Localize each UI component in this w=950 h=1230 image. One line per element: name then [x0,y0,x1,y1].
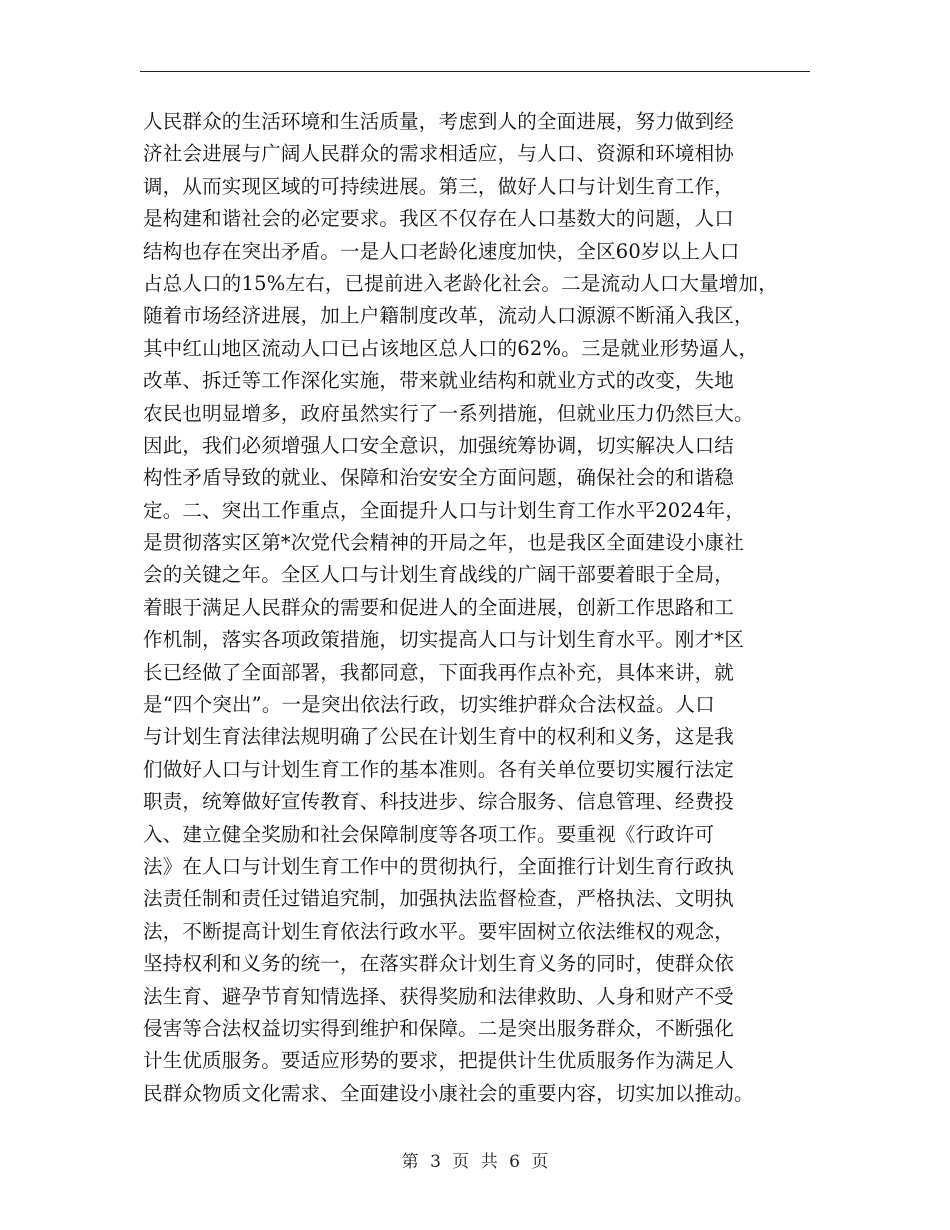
text-line: 济社会进展与广阔人民群众的需求相适应，与人口、资源和环境相协 [143,142,735,166]
text-line: 改革、拆迁等工作深化实施，带来就业结构和就业方式的改变，失地 [143,369,735,393]
text-line: 着眼于满足人民群众的需要和促进人的全面进展，创新工作思路和工 [143,595,735,619]
text-line: 占总人口的15%左右，已提前进入老龄化社会。二是流动人口大量增加， [143,271,778,295]
text-line: 调，从而实现区域的可持续进展。第三，做好人口与计划生育工作， [143,174,735,198]
text-line: 民群众物质文化需求、全面建设小康社会的重要内容，切实加以推动。 [143,1081,754,1105]
text-line: 们做好人口与计划生育工作的基本准则。各有关单位要切实履行法定 [143,757,735,781]
text-line: 是构建和谐社会的必定要求。我区不仅存在人口基数大的问题，人口 [143,207,735,231]
body-text [143,106,833,1110]
text-line: 与计划生育法律法规明确了公民在计划生育中的权利和义务，这是我 [143,725,735,749]
text-line: 定。二、突出工作重点，全面提升人口与计划生育工作水平2024年， [143,498,746,522]
text-line: 法，不断提高计划生育依法行政水平。要牢固树立依法维权的观念， [143,919,735,943]
text-line: 会的关键之年。全区人口与计划生育战线的广阔干部要着眼于全局， [143,563,735,587]
text-line: 随着市场经济进展，加上户籍制度改革，流动人口源源不断涌入我区， [143,304,754,328]
text-line: 法责任制和责任过错追究制，加强执法监督检查，严格执法、文明执 [143,887,735,911]
text-line: 坚持权利和义务的统一，在落实群众计划生育义务的同时，使群众依 [143,952,735,976]
text-line: 农民也明显增多，政府虽然实行了一系列措施，但就业压力仍然巨大。 [143,401,754,425]
text-line: 入、建立健全奖励和社会保障制度等各项工作。要重视《行政许可 [143,822,715,846]
text-line: 人民群众的生活环境和生活质量，考虑到人的全面进展，努力做到经 [143,110,735,133]
text-line: 是“四个突出”。一是突出依法行政，切实维护群众合法权益。人口 [143,693,715,717]
text-line: 职责，统筹做好宣传教育、科技进步、综合服务、信息管理、经费投 [143,790,735,814]
text-line: 法生育、避孕节育知情选择、获得奖励和法律救助、人身和财产不受 [143,984,735,1008]
page-number-footer: 第 3 页 共 6 页 [401,1152,549,1172]
text-line: 是贯彻落实区第*次党代会精神的开局之年，也是我区全面建设小康社 [143,531,744,555]
text-line: 结构也存在突出矛盾。一是人口老龄化速度加快，全区60岁以上人口 [143,239,740,263]
text-line: 计生优质服务。要适应形势的要求，把提供计生优质服务作为满足人 [143,1049,735,1073]
header-rule [140,71,810,72]
text-line: 作机制，落实各项政策措施，切实提高人口与计划生育水平。刚才*区 [143,628,744,652]
text-line: 法》在人口与计划生育工作中的贯彻执行，全面推行计划生育行政执 [143,854,735,878]
text-line: 因此，我们必须增强人口安全意识，加强统筹协调，切实解决人口结 [143,433,735,457]
text-line: 侵害等合法权益切实得到维护和保障。二是突出服务群众，不断强化 [143,1016,735,1040]
text-line: 构性矛盾导致的就业、保障和治安安全方面问题，确保社会的和谐稳 [143,466,735,490]
text-line: 其中红山地区流动人口已占该地区总人口的62%。三是就业形势逼人， [143,336,759,360]
text-line: 长已经做了全面部署，我都同意，下面我再作点补充，具体来讲，就 [143,660,735,684]
